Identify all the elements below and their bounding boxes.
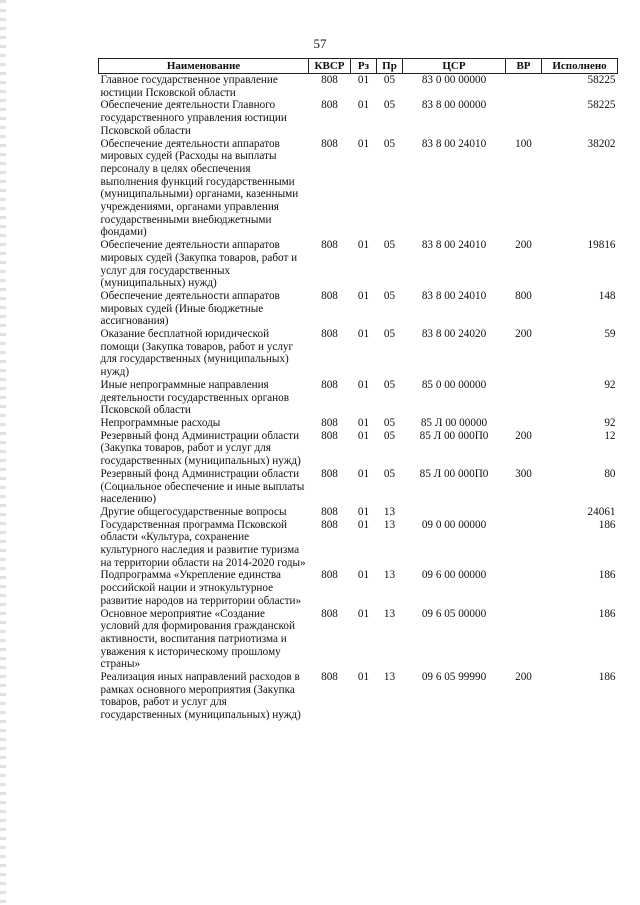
cell-kvsr: 808 [321,467,338,480]
cell-pr: 05 [383,239,396,252]
cell-pr: 13 [383,518,396,531]
cell-rz: 01 [357,429,370,442]
cell-name: Иные непрограммные направления деятельности государственных органов Псковской области [100,378,290,417]
cell-csr: 83 8 00 00000 [421,99,487,112]
cell-done: 186 [598,671,616,684]
cell-pr: 13 [383,569,396,582]
cell-rz: 01 [357,505,370,518]
cell-rz: 01 [357,289,370,302]
cell-csr: 85 Л 00 000П0 [419,467,489,480]
header-name: Наименование [99,59,309,74]
table-row [99,239,618,290]
cell-csr: 85 Л 00 00000 [420,416,488,429]
cell-kvsr: 808 [321,607,338,620]
cell-pr: 05 [383,74,396,86]
header-pr: Пр [377,59,403,74]
cell-pr: 05 [383,429,396,442]
cell-name: Обеспечение деятельности аппаратов мировых судей (Расходы на выплаты персоналу в целях обеспечения выполнения функций государственными (муниципальными) органами, казенными учреждениями, органами управления государственными внебюджетными фондами) [100,137,299,239]
cell-vr [506,506,542,519]
table-row [99,379,618,417]
cell-done: 148 [598,289,616,302]
cell-csr: 83 0 00 00000 [421,74,487,86]
cell-vr [506,608,542,672]
cell-kvsr: 808 [321,429,338,442]
cell-name: Непрограммные расходы [100,416,221,429]
cell-kvsr: 808 [321,289,338,302]
cell-kvsr: 808 [321,569,338,582]
cell-name: Резервный фонд Администрации области (Социальное обеспечение и иные выплаты населению) [100,467,305,506]
cell-kvsr: 808 [321,416,338,429]
cell-vr [506,519,542,570]
page-number: 57 [313,36,327,51]
cell-vr: 200 [515,429,532,442]
table-body [99,74,618,722]
cell-done: 59 [604,328,616,341]
cell-vr: 200 [515,239,532,252]
cell-name: Обеспечение деятельности аппаратов мировых судей (Иные бюджетные ассигнования) [100,289,280,328]
cell-vr: 200 [515,671,532,684]
cell-vr: 800 [515,289,532,302]
cell-rz: 01 [357,74,370,86]
cell-rz: 01 [357,569,370,582]
cell-kvsr: 808 [321,99,338,112]
cell-done: 92 [604,416,616,429]
cell-csr: 83 8 00 24010 [421,137,487,150]
cell-vr [506,74,542,100]
cell-name: Реализация иных направлений расходов в рамках основного мероприятия (Закупка товаров, работ и услуг для государственных (муниципальных) нужд) [100,671,301,722]
cell-name: Обеспечение деятельности Главного государственного управления юстиции Псковской области [100,99,287,137]
cell-vr [506,99,542,137]
cell-name: Обеспечение деятельности аппаратов мировых судей (Закупка товаров, работ и услуг для государственных (муниципальных) нужд) [100,239,298,290]
cell-name: Подпрограмма «Укрепление единства российской нации и этнокультурное развитие народов на территории области» [100,569,302,607]
table-row [99,608,618,672]
table-row [99,99,618,137]
cell-done: 24061 [587,505,616,518]
table-row [99,290,618,328]
header-rz: Рз [351,59,377,74]
budget-execution-table [98,58,618,722]
cell-pr: 13 [383,505,396,518]
cell-csr: 09 0 00 00000 [421,518,487,531]
header-kvsr: КВСР [309,59,351,74]
table-row [99,468,618,506]
cell-done: 12 [604,429,616,442]
table-row [99,569,618,607]
cell-vr [506,569,542,607]
table-row [99,671,618,722]
cell-name: Резервный фонд Администрации области (Закупка товаров, работ и услуг для государственных (муниципальных) нужд) [100,429,301,468]
cell-csr: 09 6 00 00000 [421,569,487,582]
cell-name: Основное мероприятие «Создание условий для формирования гражданской активности, воспитания патриотизма и уважения к историческому прошлому страны» [100,607,295,671]
cell-csr [403,506,506,519]
cell-rz: 01 [357,99,370,112]
cell-vr [506,417,542,430]
cell-rz: 01 [357,671,370,684]
scan-edge-artifact [0,0,6,905]
header-vr: ВР [506,59,542,74]
cell-csr: 83 8 00 24010 [421,239,487,252]
cell-kvsr: 808 [321,671,338,684]
cell-csr: 09 6 05 00000 [421,607,487,620]
cell-kvsr: 808 [321,328,338,341]
table-header-row [99,59,618,74]
cell-done: 92 [604,378,616,391]
cell-pr: 13 [383,671,396,684]
cell-vr: 100 [515,137,532,150]
cell-pr: 13 [383,607,396,620]
table-row [99,138,618,240]
cell-rz: 01 [357,378,370,391]
header-csr: ЦСР [403,59,506,74]
cell-kvsr: 808 [321,137,338,150]
cell-csr: 09 6 05 99990 [421,671,487,684]
table-row [99,74,618,100]
cell-done: 186 [598,607,616,620]
cell-pr: 05 [383,137,396,150]
cell-pr: 05 [383,416,396,429]
cell-vr: 200 [515,328,532,341]
cell-pr: 05 [383,289,396,302]
cell-done: 80 [604,467,616,480]
cell-pr: 05 [383,328,396,341]
header-done: Исполнено [542,59,618,74]
cell-csr: 83 8 00 24020 [421,328,487,341]
cell-name: Главное государственное управление юстиции Псковской области [100,74,278,99]
cell-csr: 85 0 00 00000 [421,378,487,391]
cell-done: 186 [598,518,616,531]
cell-kvsr: 808 [321,518,338,531]
table-row [99,519,618,570]
cell-kvsr: 808 [321,74,338,86]
cell-kvsr: 808 [321,378,338,391]
cell-vr [506,379,542,417]
cell-done: 38202 [587,137,616,150]
cell-name: Другие общегосударственные вопросы [100,505,287,518]
cell-rz: 01 [357,467,370,480]
cell-done: 58225 [587,99,616,112]
table-row [99,328,618,379]
cell-name: Оказание бесплатной юридической помощи (Закупка товаров, работ и услуг для государственных (муниципальных) нужд) [100,328,294,379]
table-row [99,430,618,468]
cell-pr: 05 [383,99,396,112]
table-row [99,506,618,519]
cell-rz: 01 [357,137,370,150]
cell-name: Государственная программа Псковской области «Культура, сохранение культурного наследия и развитие туризма на территории области на 2014-2020 годы» [100,518,306,569]
cell-csr: 85 Л 00 000П0 [419,429,489,442]
cell-done: 58225 [587,74,616,86]
cell-rz: 01 [357,239,370,252]
cell-pr: 05 [383,378,396,391]
cell-pr: 05 [383,467,396,480]
cell-csr: 83 8 00 24010 [421,289,487,302]
cell-rz: 01 [357,607,370,620]
table-row [99,417,618,430]
cell-rz: 01 [357,518,370,531]
cell-vr: 300 [515,467,532,480]
cell-done: 19816 [587,239,616,252]
cell-kvsr: 808 [321,505,338,518]
cell-kvsr: 808 [321,239,338,252]
cell-done: 186 [598,569,616,582]
cell-rz: 01 [357,328,370,341]
cell-rz: 01 [357,416,370,429]
